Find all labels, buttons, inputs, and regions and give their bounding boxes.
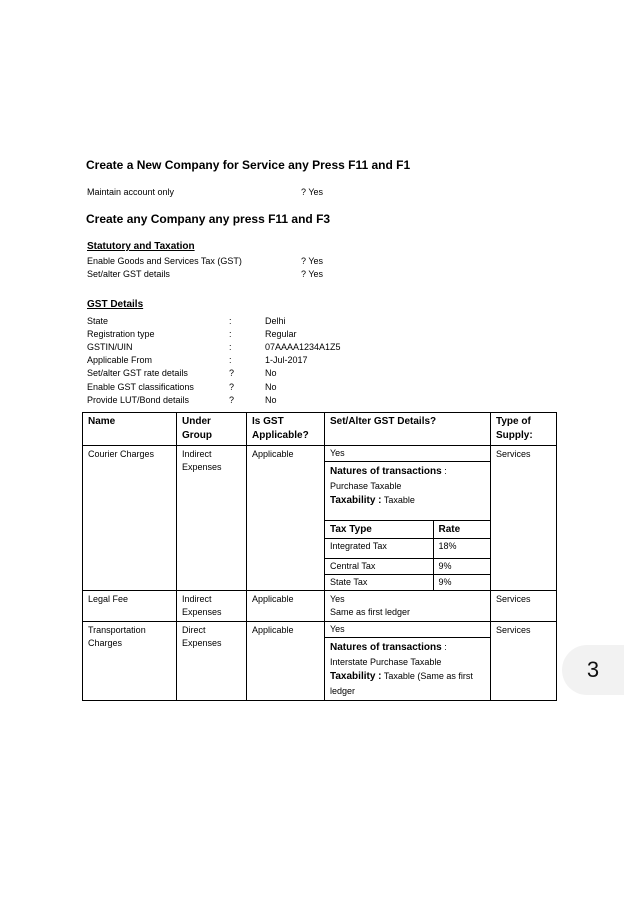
gst-detail-label: Enable GST classifications <box>87 382 194 392</box>
nature-sep: : <box>441 642 447 652</box>
heading-create-new-company: Create a New Company for Service any Press F11 and F1 <box>86 158 411 172</box>
gst-detail-value: No <box>265 382 277 392</box>
gst-detail-sep: : <box>229 316 232 326</box>
gst-detail-label: GSTIN/UIN <box>87 342 133 352</box>
tax-rate-cell: 9% <box>433 559 490 575</box>
tax-rate-cell: 9% <box>433 575 490 591</box>
gst-detail-sep: : <box>229 329 232 339</box>
cell-group: Indirect Expenses <box>177 446 247 591</box>
tax-type-header: Tax Type <box>325 521 433 539</box>
cell-name: Legal Fee <box>83 591 177 622</box>
page-number-badge: 3 <box>562 645 624 695</box>
col-header-gst: Is GST Applicable? <box>247 413 325 446</box>
table-row <box>83 446 557 591</box>
maintain-label: Maintain account only <box>87 187 175 197</box>
tax-type-cell: State Tax <box>325 575 433 591</box>
nature-sep: : <box>441 466 447 476</box>
cell-supply: Services <box>491 446 557 591</box>
col-header-supply: Type of Supply: <box>491 413 557 446</box>
nature-value: Purchase Taxable <box>330 481 402 491</box>
col-header-name: Name <box>83 413 177 446</box>
gst-detail-label: Applicable From <box>87 355 153 365</box>
gst-detail-value: Regular <box>265 329 297 339</box>
cell-gst: Applicable <box>247 591 325 622</box>
tax-rate-cell: 18% <box>433 539 490 559</box>
tax-type-cell: Central Tax <box>325 559 433 575</box>
gst-detail-sep: ? <box>229 382 235 392</box>
cell-supply: Services <box>491 622 557 701</box>
gst-details-title: GST Details <box>87 299 144 310</box>
nature-block <box>325 638 490 701</box>
gst-detail-value: 1-Jul-2017 <box>265 355 308 365</box>
cell-set-alter <box>325 591 491 622</box>
nature-block <box>325 462 490 521</box>
cell-supply: Services <box>491 591 557 622</box>
gst-settings-subtable <box>325 446 490 590</box>
gst-detail-sep: : <box>229 355 232 365</box>
tax-type-cell: Integrated Tax <box>325 539 433 559</box>
col-header-group: Under Group <box>177 413 247 446</box>
cell-set-alter <box>325 446 491 591</box>
gst-detail-value: No <box>265 395 277 405</box>
gst-detail-sep: : <box>229 342 232 352</box>
nature-label: Natures of transactions <box>330 466 442 477</box>
heading-create-any-company: Create any Company any press F11 and F3 <box>86 212 331 226</box>
cell-group: Direct Expenses <box>177 622 247 701</box>
statutory-label: Set/alter GST details <box>87 269 170 279</box>
cell-set-alter <box>325 622 491 701</box>
gst-detail-label: Registration type <box>87 329 155 339</box>
nature-value: Interstate Purchase Taxable <box>330 657 442 667</box>
cell-gst: Applicable <box>247 622 325 701</box>
gst-detail-sep: ? <box>229 395 235 405</box>
gst-detail-label: Provide LUT/Bond details <box>87 395 190 405</box>
set-yes: Yes <box>330 594 345 604</box>
statutory-value: ? Yes <box>301 256 324 266</box>
cell-name: Transportation Charges <box>83 622 177 701</box>
set-yes: Yes <box>325 622 490 638</box>
cell-name: Courier Charges <box>83 446 177 591</box>
gst-detail-value: No <box>265 368 277 378</box>
taxability-label: Taxability : <box>330 495 382 506</box>
rate-header: Rate <box>433 521 490 539</box>
cell-gst: Applicable <box>247 446 325 591</box>
gst-detail-value: 07AAAA1234A1Z5 <box>265 342 341 352</box>
col-header-set-alter: Set/Alter GST Details? <box>325 413 491 446</box>
table-row <box>83 591 557 622</box>
statutory-label: Enable Goods and Services Tax (GST) <box>87 256 242 266</box>
gst-settings-subtable <box>325 622 490 700</box>
gst-detail-label: Set/alter GST rate details <box>87 368 188 378</box>
gst-detail-sep: ? <box>229 368 235 378</box>
gst-detail-label: State <box>87 316 109 326</box>
set-note: Same as first ledger <box>330 607 411 617</box>
statutory-title: Statutory and Taxation <box>87 241 195 252</box>
taxability-label: Taxability : <box>330 671 382 682</box>
statutory-value: ? Yes <box>301 269 324 279</box>
cell-group: Indirect Expenses <box>177 591 247 622</box>
set-yes: Yes <box>325 446 490 462</box>
gst-detail-value: Delhi <box>265 316 286 326</box>
maintain-value: ? Yes <box>301 187 324 197</box>
ledger-table <box>82 412 557 701</box>
table-row <box>83 622 557 701</box>
nature-label: Natures of transactions <box>330 642 442 653</box>
taxability-value: Taxable <box>381 495 415 505</box>
table-header-row <box>83 413 557 446</box>
taxability-value: Taxable (Same as first ledger <box>330 671 473 696</box>
